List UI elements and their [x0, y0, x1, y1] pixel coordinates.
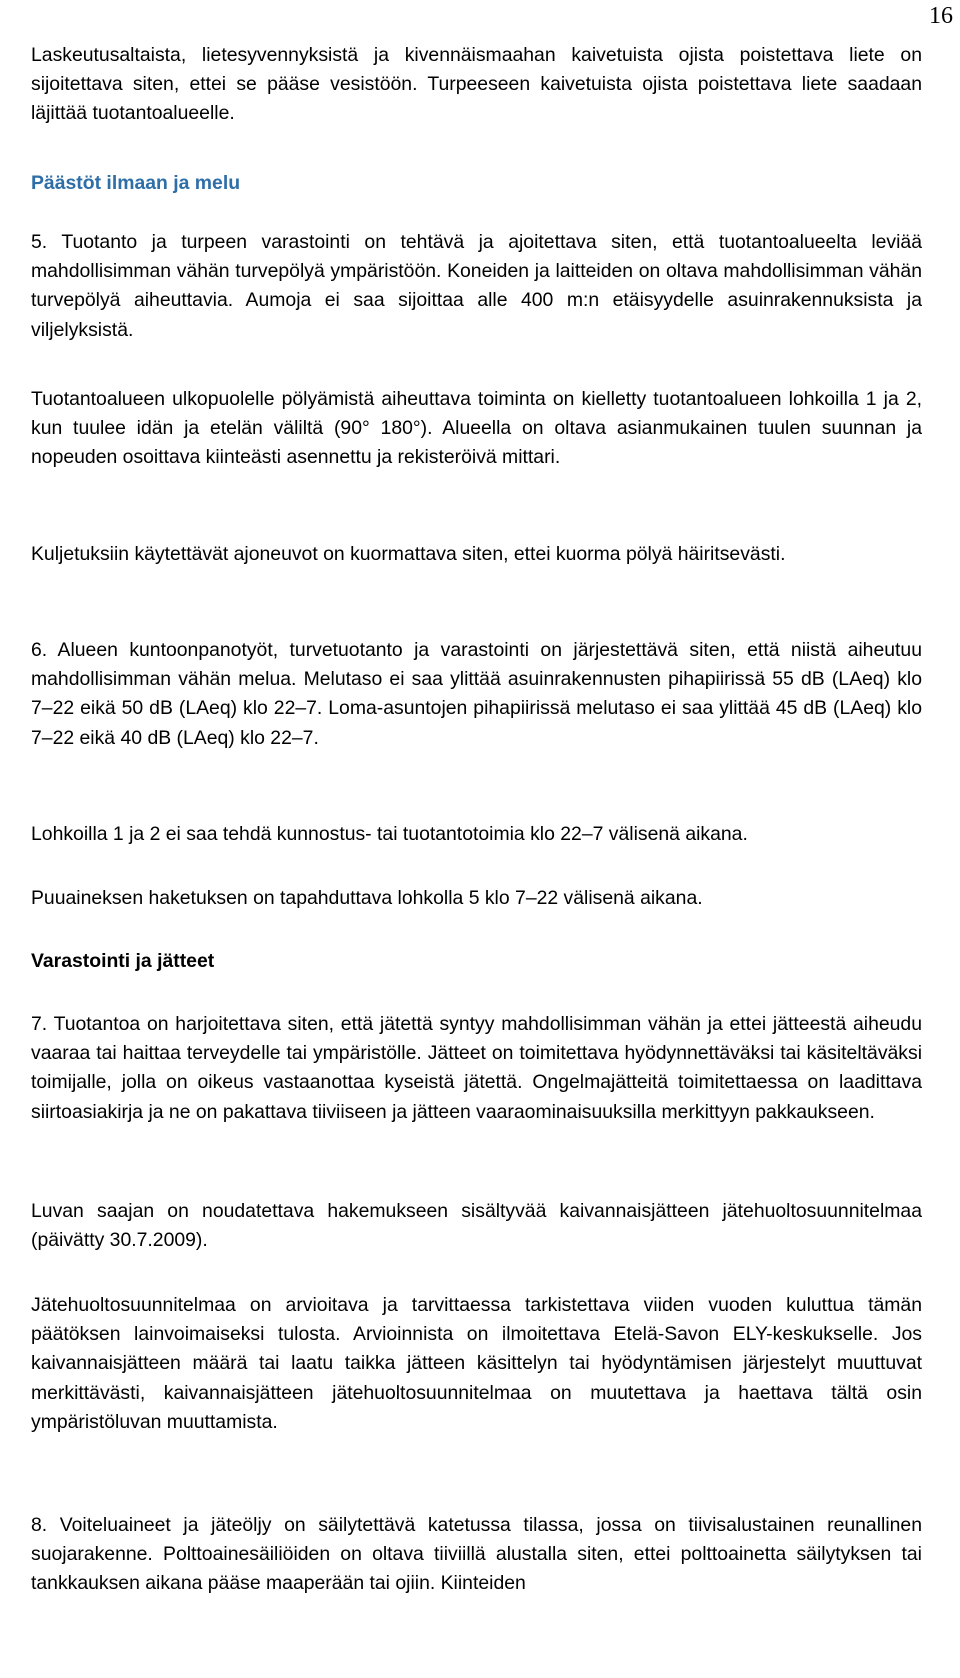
page-number: 16	[929, 3, 953, 29]
paragraph-night-works: Lohkoilla 1 ja 2 ei saa tehdä kunnostus- tai tuotantotoimia klo 22–7 välisenä aikana.	[31, 823, 748, 845]
section-heading-storage-waste: Varastointi ja jätteet	[31, 950, 215, 972]
section-heading-emissions: Päästöt ilmaan ja melu	[31, 172, 241, 194]
paragraph-dust-restriction: Tuotantoalueen ulkopuolelle pölyämistä aiheuttava toiminta on kielletty tuotantoalueen lohkoilla 1 ja 2, kun tuulee idän ja etelän väliltä (90° 180°). Alueella on oltava asianmukainen tuulen suunnan ja nopeuden osoittava kiinteästi asennettu ja rekisteröivä mittari.	[31, 388, 922, 469]
paragraph-condition-5: 5. Tuotanto ja turpeen varastointi on tehtävä ja ajoitettava siten, että tuotantoalueelta leviää mahdollisimman vähän turvepölyä ympäristöön. Koneiden ja laitteiden on oltava mahdollisimman vähän turvepölyä aiheuttavia. Aumoja ei saa sijoittaa alle 400 m:n etäisyydelle asuinrakennuksista ja viljelyksistä.	[31, 231, 922, 341]
paragraph-sludge-disposal: Laskeutusaltaista, lietesyvennyksistä ja kivennäismaahan kaivetuista ojista poistettava liete on sijoitettava siten, ettei se pääse vesistöön. Turpeeseen kaivetuista ojista poistettava liete saadaan läjittää tuotantoalueelle.	[31, 44, 922, 125]
paragraph-plan-review: Jätehuoltosuunnitelmaa on arvioitava ja tarvittaessa tarkistettava viiden vuoden kuluttua tämän päätöksen lainvoimaiseksi tulosta. Arvioinnista on ilmoitettava Etelä-Savon ELY-keskukselle. Jos kaivannaisjätteen määrä tai laatu taikka jätteen käsittelyn tai hyödyntämisen järjestelyt muuttuvat merkittävästi, kaivannaisjätteen jätehuoltosuunnitelmaa on muutettava ja haettava tältä osin ympäristöluvan muuttamista.	[31, 1294, 922, 1433]
paragraph-condition-8: 8. Voiteluaineet ja jäteöljy on säilytettävä katetussa tilassa, jossa on tiivisalustainen reunallinen suojarakenne. Polttoainesäiliöiden on oltava tiiviillä alustalla siten, ettei polttoainetta säilytyksen tai tankkauksen aikana pääse maaperään tai ojiin. Kiinteiden	[31, 1514, 922, 1595]
paragraph-waste-plan: Luvan saajan on noudatettava hakemukseen sisältyvää kaivannaisjätteen jätehuoltosuunnitelmaa (päivätty 30.7.2009).	[31, 1200, 922, 1252]
paragraph-transport: Kuljetuksiin käytettävät ajoneuvot on kuormattava siten, ettei kuorma pölyä häiritsevästi.	[31, 543, 786, 565]
paragraph-chipping: Puuaineksen haketuksen on tapahduttava lohkolla 5 klo 7–22 välisenä aikana.	[31, 887, 703, 909]
paragraph-condition-7: 7. Tuotantoa on harjoitettava siten, että jätettä syntyy mahdollisimman vähän ja ettei jätteestä aiheudu vaaraa tai haittaa terveydelle tai ympäristölle. Jätteet on toimitettava hyödynnettäväksi tai käsiteltäväksi toimijalle, jolla on oikeus vastaanottaa kyseistä jätettä. Ongelmajätteitä toimitettaessa on laadittava siirtoasiakirja ja ne on pakattava tiiviiseen ja jätteen vaaraominaisuuksilla merkittyyn pakkaukseen.	[31, 1013, 922, 1123]
paragraph-condition-6: 6. Alueen kuntoonpanotyöt, turvetuotanto ja varastointi on järjestettävä siten, että niistä aiheutuu mahdollisimman vähän melua. Melutaso ei saa ylittää asuinrakennusten pihapiirissä 55 dB (LAeq) klo 7–22 eikä 50 dB (LAeq) klo 22–7. Loma-asuntojen pihapiirissä melutaso ei saa ylittää 45 dB (LAeq) klo 7–22 eikä 40 dB (LAeq) klo 22–7.	[31, 639, 922, 749]
